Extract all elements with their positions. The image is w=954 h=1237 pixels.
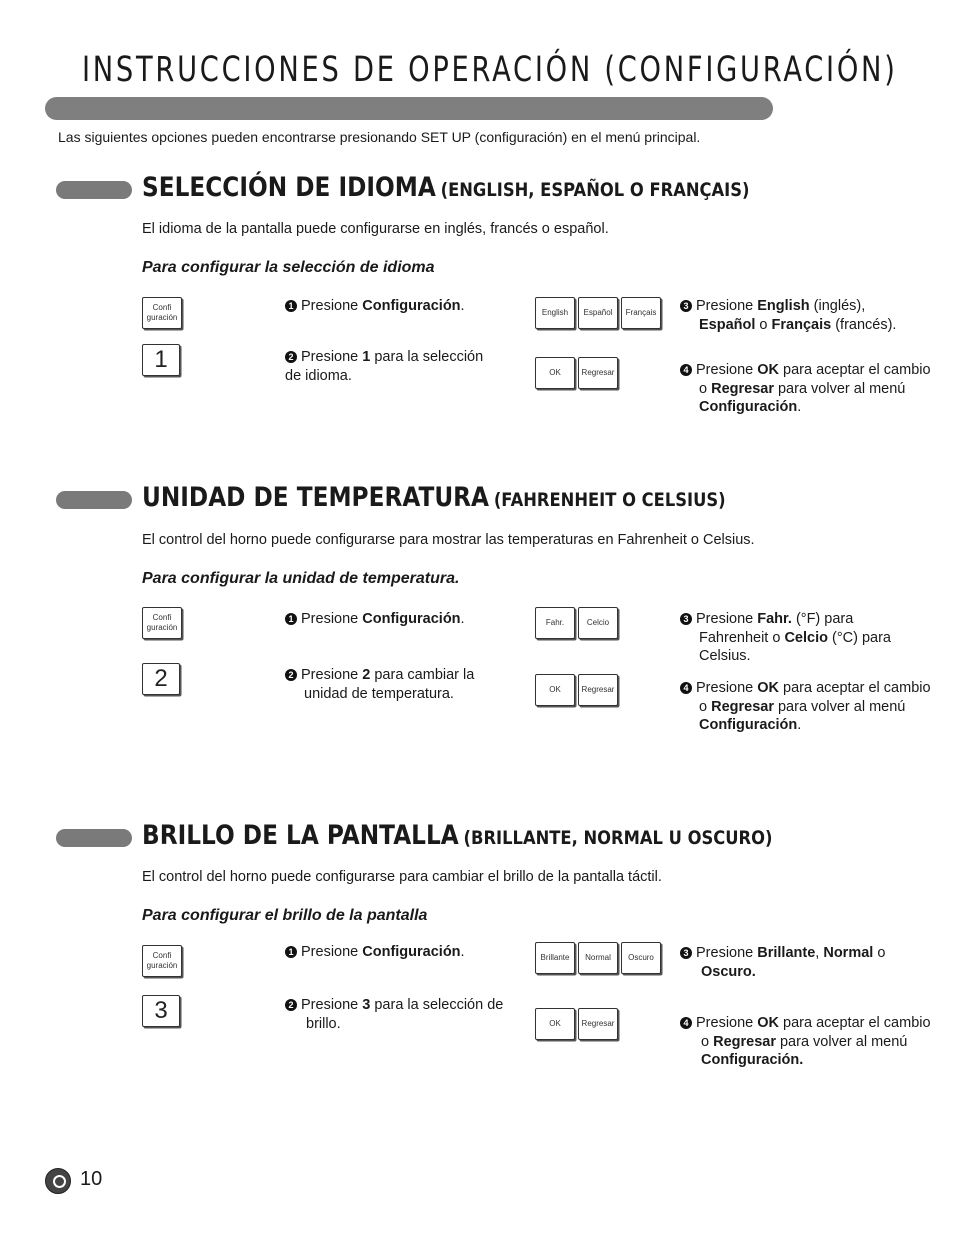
step-text: Presione [696, 362, 758, 378]
step-text-bold: English [757, 298, 810, 314]
step-text: para aceptar el cambio o [699, 362, 931, 397]
step-text: para volver al menú [773, 380, 906, 397]
step-text-bold: Configuración [362, 298, 461, 314]
step-text: Presione [301, 944, 363, 960]
step-text-bold: Configuración. [701, 1052, 804, 1068]
title-bar-decoration [45, 97, 773, 120]
step-text-bold: Fahr. [757, 611, 792, 627]
step-text-bold: 3 [362, 997, 371, 1013]
step-number-badge: 3 [680, 300, 692, 312]
step-text: (francés). [831, 316, 897, 333]
step-text: Presione [301, 667, 363, 683]
step-text: . [797, 399, 802, 415]
step-number-badge: 1 [285, 946, 297, 958]
regresar-key[interactable]: Regresar [578, 1008, 618, 1040]
section-subheading: Para configurar la selección de idioma [142, 259, 435, 276]
step-1 [285, 297, 505, 316]
step-text: Presione [301, 611, 363, 627]
step-text: . [460, 298, 465, 314]
step-text: (inglés), [809, 298, 866, 314]
key-label: Confi [152, 951, 172, 960]
step-text: Presione [696, 611, 758, 627]
section-description: El idioma de la pantalla puede configurarse en inglés, francés o español. [142, 221, 609, 237]
step-text: para aceptar el cambio o [699, 680, 931, 715]
step-text: o [755, 316, 772, 333]
step-3 [680, 944, 941, 981]
configuracion-key[interactable] [142, 945, 182, 977]
step-text: Presione [696, 1015, 758, 1031]
intro-text: Las siguientes opciones pueden encontrarse presionando SET UP (configuración) en el menú principal. [58, 129, 701, 145]
lg-logo-icon [45, 1168, 71, 1194]
number-2-key[interactable]: 2 [142, 663, 180, 695]
ok-key[interactable]: OK [535, 1008, 575, 1040]
section-heading [142, 482, 726, 513]
step-text: Presione [696, 945, 758, 961]
step-number-badge: 2 [285, 999, 297, 1011]
normal-key[interactable]: Normal [578, 942, 618, 974]
key-label: guración [146, 313, 178, 322]
step-text-bold: Configuración [699, 399, 798, 415]
step-text-bold: Configuración [362, 944, 461, 960]
step-1 [285, 943, 505, 962]
step-1 [285, 610, 505, 629]
step-text-bold: Brillante [757, 945, 816, 961]
step-number-badge: 3 [680, 613, 692, 625]
step-text-bold: Français [771, 316, 832, 333]
step-number-badge: 3 [680, 947, 692, 959]
step-number-badge: 1 [285, 613, 297, 625]
step-number-badge: 2 [285, 669, 297, 681]
step-text: para volver al menú [775, 1033, 908, 1050]
ok-key[interactable]: OK [535, 357, 575, 389]
configuracion-key[interactable] [142, 607, 182, 639]
step-text: para la selección de brillo. [306, 997, 504, 1032]
section-marker [56, 829, 132, 847]
key-label: guración [146, 623, 178, 632]
step-text: para la selección de idioma. [285, 349, 484, 384]
step-number-badge: 1 [285, 300, 297, 312]
step-text-bold: Configuración [362, 611, 461, 627]
step-text: . [460, 611, 465, 627]
step-text: para aceptar el cambio o [701, 1015, 931, 1050]
step-text-bold: 2 [362, 667, 371, 683]
step-text-bold: Celcio [784, 629, 828, 646]
step-text-bold: OK [757, 680, 780, 696]
step-text: , [815, 945, 824, 961]
step-text: Presione [696, 298, 758, 314]
step-text-bold: OK [757, 1015, 780, 1031]
regresar-key[interactable]: Regresar [578, 674, 618, 706]
regresar-key[interactable]: Regresar [578, 357, 618, 389]
step-text: (°C) para Celsius. [699, 629, 891, 664]
espanol-key[interactable]: Español [578, 297, 618, 329]
step-text: Presione [301, 349, 363, 365]
section-heading [142, 820, 772, 851]
step-number-badge: 4 [680, 682, 692, 694]
heading-main: SELECCIÓN DE IDIOMA [142, 172, 436, 203]
brillante-key[interactable]: Brillante [535, 942, 575, 974]
step-2 [285, 348, 500, 385]
key-label: Confi [152, 613, 172, 622]
step-number-badge: 2 [285, 351, 297, 363]
step-4 [680, 679, 939, 735]
section-subheading: Para configurar la unidad de temperatura. [142, 570, 460, 587]
section-subheading: Para configurar el brillo de la pantalla [142, 907, 428, 924]
step-text: para cambiar la unidad de temperatura. [304, 667, 475, 702]
heading-main: BRILLO DE LA PANTALLA [142, 820, 459, 851]
section-description: El control del horno puede configurarse para cambiar el brillo de la pantalla táctil. [142, 869, 662, 885]
page-number: 10 [80, 1168, 103, 1190]
page-title: INSTRUCCIONES DE OPERACIÓN (CONFIGURACIÓN) [82, 50, 898, 90]
number-3-key[interactable]: 3 [142, 995, 180, 1027]
step-text: . [460, 944, 465, 960]
step-text: (°F) para Fahrenheit o [699, 611, 854, 646]
step-text-bold: Oscuro. [701, 963, 756, 980]
francais-key[interactable]: Français [621, 297, 661, 329]
step-text-bold: Español [699, 316, 756, 333]
heading-main: UNIDAD DE TEMPERATURA [142, 482, 490, 513]
step-text-bold: OK [757, 362, 780, 378]
section-marker [56, 181, 132, 199]
section-heading [142, 172, 749, 203]
section-marker [56, 491, 132, 509]
step-4 [680, 1014, 941, 1070]
number-1-key[interactable]: 1 [142, 344, 180, 376]
configuracion-key[interactable] [142, 297, 182, 329]
step-text: Presione [301, 997, 363, 1013]
step-4 [680, 361, 939, 417]
step-text-bold: Regresar [711, 698, 774, 715]
heading-sub: (BRILLANTE, NORMAL U OSCURO) [463, 827, 773, 849]
oscuro-key[interactable]: Oscuro [621, 942, 661, 974]
english-key[interactable]: English [535, 297, 575, 329]
step-text-bold: 1 [362, 349, 371, 365]
heading-sub: (ENGLISH, ESPAÑOL O FRANÇAIS) [440, 179, 750, 201]
step-text: Presione [696, 680, 758, 696]
step-text-bold: Configuración [699, 717, 798, 733]
step-text: para volver al menú [773, 698, 906, 715]
ok-key[interactable]: OK [535, 674, 575, 706]
step-text-bold: Regresar [713, 1033, 776, 1050]
key-label: guración [146, 961, 178, 970]
step-text-bold: Normal [823, 945, 874, 961]
step-3 [680, 297, 920, 334]
key-label: Confi [152, 303, 172, 312]
step-number-badge: 4 [680, 364, 692, 376]
step-text: . [797, 717, 802, 733]
step-text: Presione [301, 298, 363, 314]
fahr-key[interactable]: Fahr. [535, 607, 575, 639]
step-number-badge: 4 [680, 1017, 692, 1029]
step-3 [680, 610, 924, 666]
celcio-key[interactable]: Celcio [578, 607, 618, 639]
step-text-bold: Regresar [711, 380, 774, 397]
heading-sub: (FAHRENHEIT O CELSIUS) [493, 489, 726, 511]
step-text: o [873, 945, 886, 961]
step-2 [285, 666, 519, 703]
section-description: El control del horno puede configurarse para mostrar las temperaturas en Fahrenheit o Celsius. [142, 532, 755, 548]
step-2 [285, 996, 506, 1033]
